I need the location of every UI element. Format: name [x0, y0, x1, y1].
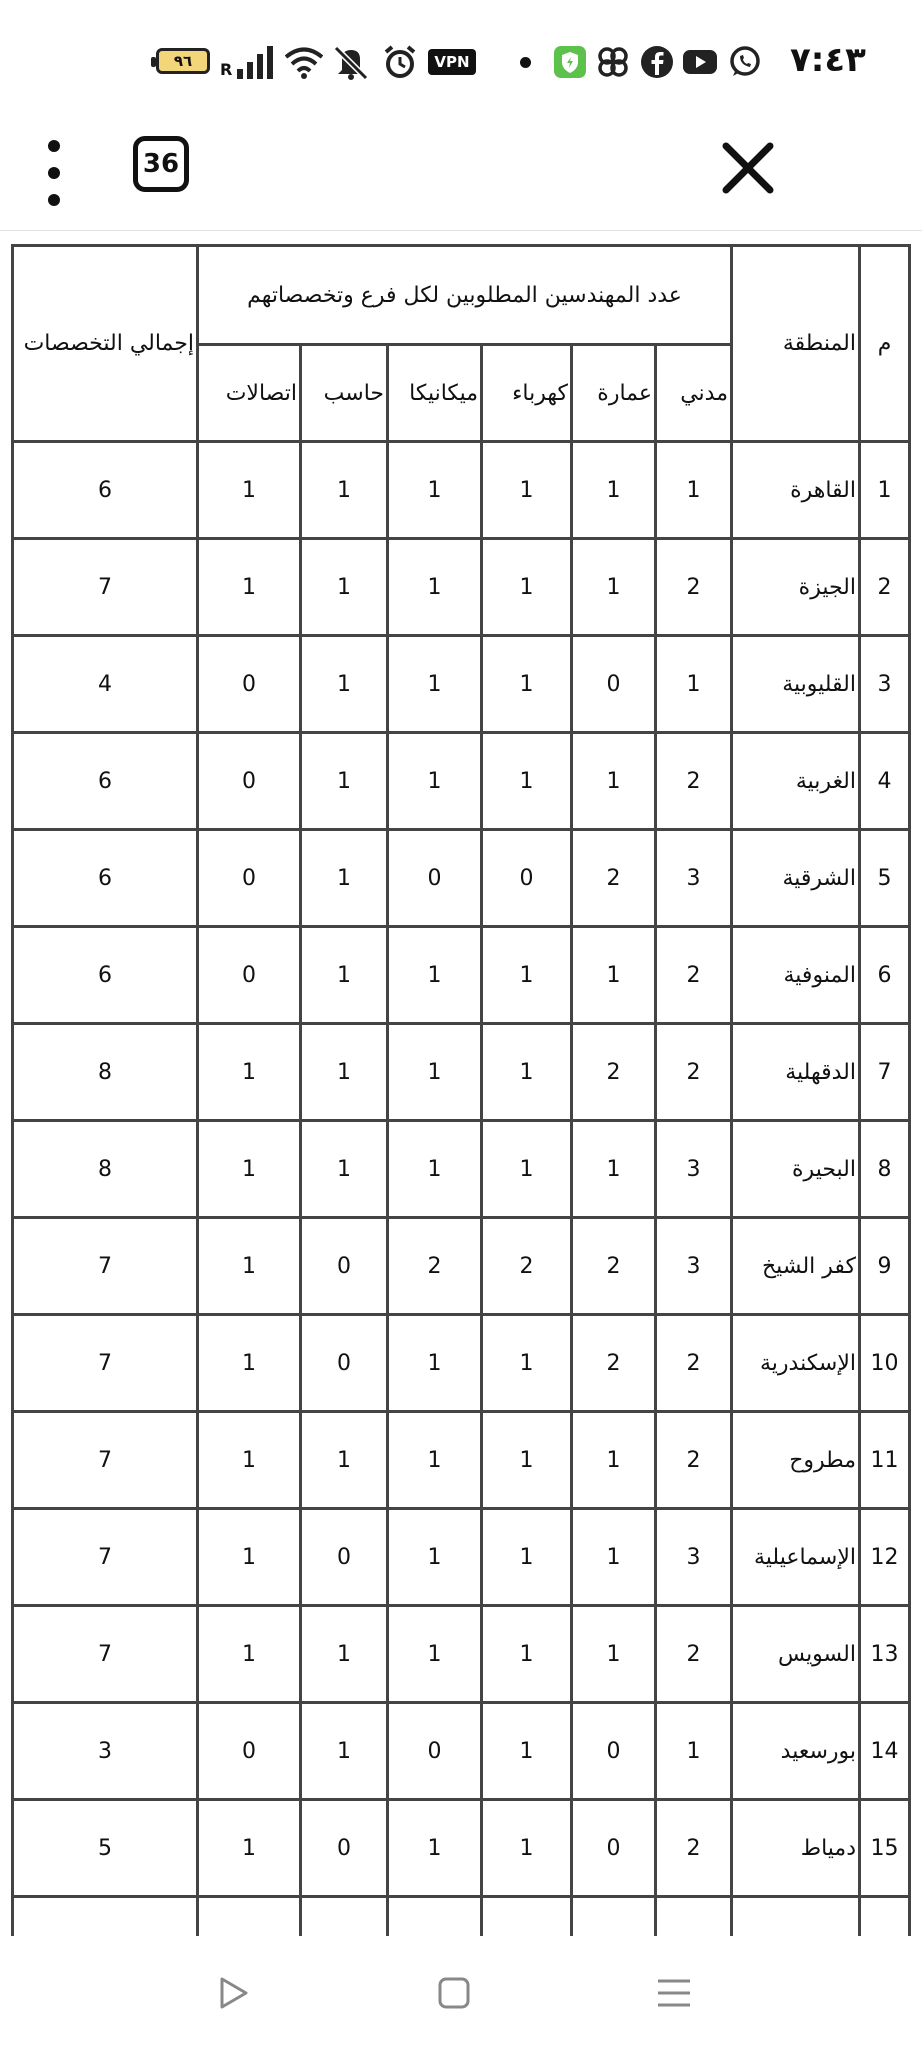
table-row — [13, 442, 910, 539]
row-region: كفر الشيخ — [732, 1218, 860, 1315]
row-total: 7 — [13, 1412, 198, 1509]
status-bar — [0, 0, 922, 120]
row-index: 9 — [860, 1218, 910, 1315]
row-specialty-count: 1 — [656, 442, 732, 539]
row-specialty-count: 1 — [198, 1509, 301, 1606]
engineers-table — [11, 244, 911, 1936]
row-specialty-count: 3 — [656, 1121, 732, 1218]
header-region: المنطقة — [732, 246, 860, 442]
facebook-icon — [640, 40, 674, 84]
row-total: 7 — [13, 1218, 198, 1315]
pinwheel-app-icon — [596, 40, 630, 84]
row-specialty-count: 1 — [198, 1218, 301, 1315]
battery-level: ٩٦ — [173, 52, 193, 70]
row-specialty-count: 0 — [572, 636, 656, 733]
wifi-icon — [284, 40, 324, 84]
row-index: 5 — [860, 830, 910, 927]
row-region: القاهرة — [732, 442, 860, 539]
row-specialty-count: 1 — [388, 927, 482, 1024]
row-total: 3 — [13, 1703, 198, 1800]
row-specialty-count: 2 — [572, 1218, 656, 1315]
row-total: 5 — [13, 1800, 198, 1897]
row-specialty-count: 2 — [572, 830, 656, 927]
row-specialty-count: 1 — [198, 1315, 301, 1412]
row-specialty-count: 0 — [572, 1800, 656, 1897]
row-specialty-count: 2 — [388, 1218, 482, 1315]
row-specialty-count: 1 — [482, 1703, 572, 1800]
row-specialty-count: 1 — [388, 1800, 482, 1897]
row-specialty-count: 1 — [301, 1121, 388, 1218]
row-specialty-count: 2 — [482, 1218, 572, 1315]
row-specialty-count: 1 — [482, 1606, 572, 1703]
row-specialty-count: 0 — [198, 927, 301, 1024]
row-specialty-count: 0 — [198, 830, 301, 927]
vpn-icon — [428, 49, 476, 75]
row-specialty-count — [388, 1897, 482, 1937]
tab-count: 36 — [142, 149, 180, 179]
table-row — [13, 1606, 910, 1703]
row-specialty-count: 2 — [656, 927, 732, 1024]
row-specialty-count: 1 — [301, 1412, 388, 1509]
row-region: دمياط — [732, 1800, 860, 1897]
row-specialty-count: 2 — [656, 539, 732, 636]
table-row — [13, 927, 910, 1024]
header-group: عدد المهندسين المطلوبين لكل فرع وتخصصاتهم — [198, 246, 732, 345]
header-total: إجمالي التخصصات — [13, 246, 198, 442]
row-specialty-count: 0 — [198, 636, 301, 733]
table-row — [13, 1412, 910, 1509]
row-index: 2 — [860, 539, 910, 636]
table-row — [13, 830, 910, 927]
row-total: 6 — [13, 830, 198, 927]
row-specialty-count: 1 — [198, 1800, 301, 1897]
row-specialty-count: 1 — [572, 1412, 656, 1509]
row-specialty-count: 0 — [572, 1703, 656, 1800]
row-specialty-count: 1 — [388, 1024, 482, 1121]
row-total: 8 — [13, 1024, 198, 1121]
table-row — [13, 636, 910, 733]
row-specialty-count: 1 — [482, 1024, 572, 1121]
row-index: 3 — [860, 636, 910, 733]
header-specialty: اتصالات — [198, 345, 301, 442]
row-specialty-count: 0 — [388, 1703, 482, 1800]
row-specialty-count: 1 — [301, 539, 388, 636]
row-specialty-count: 1 — [388, 733, 482, 830]
youtube-icon — [682, 40, 718, 84]
row-specialty-count: 1 — [572, 539, 656, 636]
header-specialty: كهرباء — [482, 345, 572, 442]
row-specialty-count: 1 — [482, 442, 572, 539]
row-specialty-count: 1 — [482, 733, 572, 830]
row-specialty-count: 1 — [482, 1800, 572, 1897]
row-region: الإسماعيلية — [732, 1509, 860, 1606]
row-region: الغربية — [732, 733, 860, 830]
signal-icon — [220, 40, 279, 84]
row-specialty-count: 1 — [198, 1412, 301, 1509]
row-region: المنوفية — [732, 927, 860, 1024]
row-specialty-count: 1 — [301, 927, 388, 1024]
network-label: R — [220, 59, 233, 79]
row-region: السويس — [732, 1606, 860, 1703]
notification-dot — [520, 57, 531, 68]
row-total: 7 — [13, 1509, 198, 1606]
row-specialty-count: 1 — [572, 1606, 656, 1703]
row-specialty-count: 2 — [656, 1024, 732, 1121]
row-specialty-count: 1 — [482, 1121, 572, 1218]
row-total — [13, 1897, 198, 1937]
page-content — [0, 232, 922, 1936]
row-specialty-count: 1 — [656, 636, 732, 733]
row-specialty-count: 1 — [198, 1606, 301, 1703]
header-specialty: مدني — [656, 345, 732, 442]
row-specialty-count: 1 — [572, 733, 656, 830]
header-specialty: حاسب — [301, 345, 388, 442]
header-specialty: ميكانيكا — [388, 345, 482, 442]
row-specialty-count: 1 — [198, 1024, 301, 1121]
row-total: 7 — [13, 1606, 198, 1703]
row-specialty-count: 1 — [198, 1121, 301, 1218]
row-specialty-count: 1 — [198, 539, 301, 636]
row-specialty-count: 0 — [388, 830, 482, 927]
row-index: 12 — [860, 1509, 910, 1606]
row-specialty-count: 1 — [388, 1315, 482, 1412]
row-specialty-count: 2 — [572, 1315, 656, 1412]
row-specialty-count: 1 — [388, 539, 482, 636]
row-total: 4 — [13, 636, 198, 733]
table-row — [13, 1218, 910, 1315]
row-region: بورسعيد — [732, 1703, 860, 1800]
row-specialty-count: 1 — [572, 442, 656, 539]
row-specialty-count — [482, 1897, 572, 1937]
row-specialty-count: 1 — [482, 1509, 572, 1606]
row-region: البحيرة — [732, 1121, 860, 1218]
recents-menu-icon[interactable] — [656, 1977, 692, 2013]
row-region: الدقهلية — [732, 1024, 860, 1121]
table-row — [13, 1800, 910, 1897]
row-specialty-count: 0 — [301, 1218, 388, 1315]
row-specialty-count: 0 — [301, 1509, 388, 1606]
row-specialty-count: 1 — [301, 830, 388, 927]
row-specialty-count: 2 — [656, 1606, 732, 1703]
battery-icon — [156, 48, 210, 74]
row-specialty-count: 0 — [301, 1800, 388, 1897]
row-specialty-count: 2 — [656, 1315, 732, 1412]
table-row — [13, 1703, 910, 1800]
row-specialty-count: 1 — [388, 1509, 482, 1606]
row-specialty-count: 1 — [482, 636, 572, 733]
row-index: 8 — [860, 1121, 910, 1218]
row-specialty-count: 1 — [482, 1412, 572, 1509]
row-specialty-count: 1 — [301, 442, 388, 539]
home-square-icon[interactable] — [438, 1977, 470, 2013]
row-specialty-count — [572, 1897, 656, 1937]
row-specialty-count — [301, 1897, 388, 1937]
row-specialty-count: 0 — [301, 1315, 388, 1412]
row-specialty-count: 1 — [388, 1121, 482, 1218]
status-time: ٧:٤٣ — [790, 40, 866, 80]
row-specialty-count: 1 — [482, 927, 572, 1024]
row-region — [732, 1897, 860, 1937]
row-specialty-count: 2 — [656, 733, 732, 830]
table-row — [13, 539, 910, 636]
row-index: 15 — [860, 1800, 910, 1897]
row-total: 6 — [13, 733, 198, 830]
row-specialty-count: 2 — [656, 1412, 732, 1509]
more-vertical-icon[interactable] — [40, 140, 68, 206]
row-index: 14 — [860, 1703, 910, 1800]
row-specialty-count: 0 — [482, 830, 572, 927]
row-specialty-count: 1 — [301, 1703, 388, 1800]
row-specialty-count: 2 — [572, 1024, 656, 1121]
row-specialty-count: 1 — [388, 1606, 482, 1703]
system-nav-bar — [0, 1936, 922, 2048]
row-specialty-count: 1 — [388, 1412, 482, 1509]
table-row — [13, 1509, 910, 1606]
row-specialty-count: 1 — [301, 636, 388, 733]
row-specialty-count: 3 — [656, 1509, 732, 1606]
row-specialty-count: 1 — [656, 1703, 732, 1800]
table-row — [13, 733, 910, 830]
row-region: الإسكندرية — [732, 1315, 860, 1412]
row-region: مطروح — [732, 1412, 860, 1509]
row-specialty-count: 1 — [572, 1121, 656, 1218]
table-row — [13, 1121, 910, 1218]
row-specialty-count — [198, 1897, 301, 1937]
row-specialty-count: 2 — [656, 1800, 732, 1897]
alarm-icon — [382, 40, 418, 84]
table-row — [13, 1315, 910, 1412]
row-specialty-count: 1 — [301, 733, 388, 830]
row-specialty-count: 3 — [656, 1218, 732, 1315]
row-specialty-count: 1 — [198, 442, 301, 539]
shield-app-icon — [553, 40, 587, 84]
row-specialty-count: 1 — [482, 539, 572, 636]
row-total: 7 — [13, 1315, 198, 1412]
row-region: الجيزة — [732, 539, 860, 636]
row-index: 10 — [860, 1315, 910, 1412]
row-index: 4 — [860, 733, 910, 830]
row-specialty-count: 1 — [572, 927, 656, 1024]
row-specialty-count: 1 — [572, 1509, 656, 1606]
tab-count-button[interactable] — [133, 136, 189, 192]
header-specialty: عمارة — [572, 345, 656, 442]
row-index: 1 — [860, 442, 910, 539]
row-index — [860, 1897, 910, 1937]
row-total: 7 — [13, 539, 198, 636]
row-specialty-count: 1 — [301, 1024, 388, 1121]
row-specialty-count: 1 — [301, 1606, 388, 1703]
back-triangle-icon[interactable] — [218, 1976, 250, 2014]
row-specialty-count: 1 — [388, 442, 482, 539]
row-index: 13 — [860, 1606, 910, 1703]
row-specialty-count: 0 — [198, 733, 301, 830]
row-index: 11 — [860, 1412, 910, 1509]
row-specialty-count — [656, 1897, 732, 1937]
row-index: 7 — [860, 1024, 910, 1121]
row-specialty-count: 1 — [482, 1315, 572, 1412]
whatsapp-icon — [728, 40, 762, 84]
row-total: 6 — [13, 927, 198, 1024]
close-icon[interactable] — [718, 138, 778, 198]
header-index: م — [860, 246, 910, 442]
row-specialty-count: 3 — [656, 830, 732, 927]
row-total: 6 — [13, 442, 198, 539]
row-index: 6 — [860, 927, 910, 1024]
row-specialty-count: 1 — [388, 636, 482, 733]
muted-icon — [332, 40, 370, 84]
table-row — [13, 1024, 910, 1121]
row-total: 8 — [13, 1121, 198, 1218]
row-region: القليوبية — [732, 636, 860, 733]
browser-toolbar — [0, 120, 922, 231]
table-row — [13, 1897, 910, 1937]
vpn-label: VPN — [434, 53, 470, 71]
row-region: الشرقية — [732, 830, 860, 927]
row-specialty-count: 0 — [198, 1703, 301, 1800]
